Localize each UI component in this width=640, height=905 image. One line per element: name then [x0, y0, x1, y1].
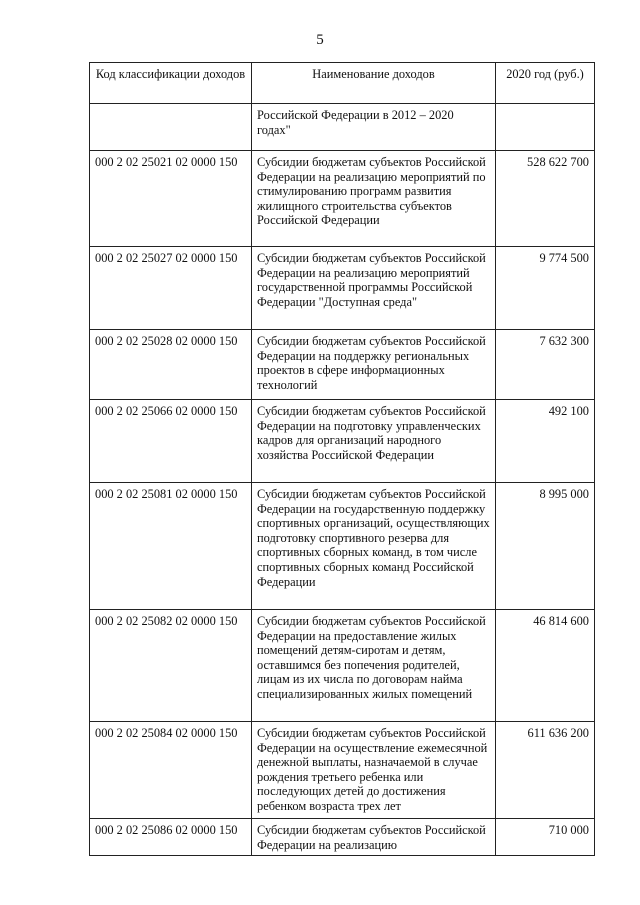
page-number: 5: [316, 32, 324, 48]
row-name: Субсидии бюджетам субъектов Российской Федерации на реализацию: [252, 819, 496, 856]
table-row: [90, 151, 595, 247]
row-name: Субсидии бюджетам субъектов Российской Федерации на предоставление жилых помещений детям-сиротам и детям, оставшимся без попечения родителей, лицам из их числа по договорам найма специализированных жилых помещений: [252, 610, 496, 722]
row-name: Субсидии бюджетам субъектов Российской Федерации на подготовку управленческих кадров для организаций народного хозяйства Российской Федерации: [252, 400, 496, 483]
row-name: Российской Федерации в 2012 – 2020 годах": [252, 104, 496, 151]
row-code: 000 2 02 25082 02 0000 150: [90, 610, 252, 722]
header-name: Наименование доходов: [252, 63, 496, 104]
header-amount: 2020 год (руб.): [496, 63, 595, 104]
row-amount: 46 814 600: [496, 610, 595, 722]
row-amount: 710 000: [496, 819, 595, 856]
revenue-table: [89, 62, 595, 856]
row-amount: 9 774 500: [496, 247, 595, 330]
row-name: Субсидии бюджетам субъектов Российской Федерации на государственную поддержку спортивных организаций, осуществляющих подготовку спортивного резерва для спортивных сборных команд, в том числе спортивных сборных команд Российской Федерации: [252, 483, 496, 610]
row-name: Субсидии бюджетам субъектов Российской Федерации на реализацию мероприятий государственной программы Российской Федерации "Доступная среда": [252, 247, 496, 330]
row-amount: [496, 104, 595, 151]
row-name: Субсидии бюджетам субъектов Российской Федерации на поддержку региональных проектов в сфере информационных технологий: [252, 330, 496, 400]
row-code: 000 2 02 25028 02 0000 150: [90, 330, 252, 400]
table-row: [90, 104, 595, 151]
row-name: Субсидии бюджетам субъектов Российской Федерации на осуществление ежемесячной денежной выплаты, назначаемой в случае рождения третьего ребенка или последующих детей до достижения ребенком возраста трех лет: [252, 722, 496, 819]
table-row: [90, 247, 595, 330]
row-name: Субсидии бюджетам субъектов Российской Федерации на реализацию мероприятий по стимулированию программ развития жилищного строительства субъектов Российской Федерации: [252, 151, 496, 247]
table-row: [90, 400, 595, 483]
table-row: [90, 610, 595, 722]
table-row: [90, 483, 595, 610]
table-row: [90, 819, 595, 856]
row-amount: 492 100: [496, 400, 595, 483]
row-code: 000 2 02 25021 02 0000 150: [90, 151, 252, 247]
row-code: 000 2 02 25027 02 0000 150: [90, 247, 252, 330]
row-amount: 8 995 000: [496, 483, 595, 610]
row-code: 000 2 02 25081 02 0000 150: [90, 483, 252, 610]
row-amount: 7 632 300: [496, 330, 595, 400]
row-amount: 611 636 200: [496, 722, 595, 819]
row-code: 000 2 02 25086 02 0000 150: [90, 819, 252, 856]
row-code: 000 2 02 25084 02 0000 150: [90, 722, 252, 819]
row-code: 000 2 02 25066 02 0000 150: [90, 400, 252, 483]
table-header-row: [90, 63, 595, 104]
header-code: Код классификации доходов: [90, 63, 252, 104]
table-row: [90, 722, 595, 819]
table-row: [90, 330, 595, 400]
row-amount: 528 622 700: [496, 151, 595, 247]
row-code: [90, 104, 252, 151]
